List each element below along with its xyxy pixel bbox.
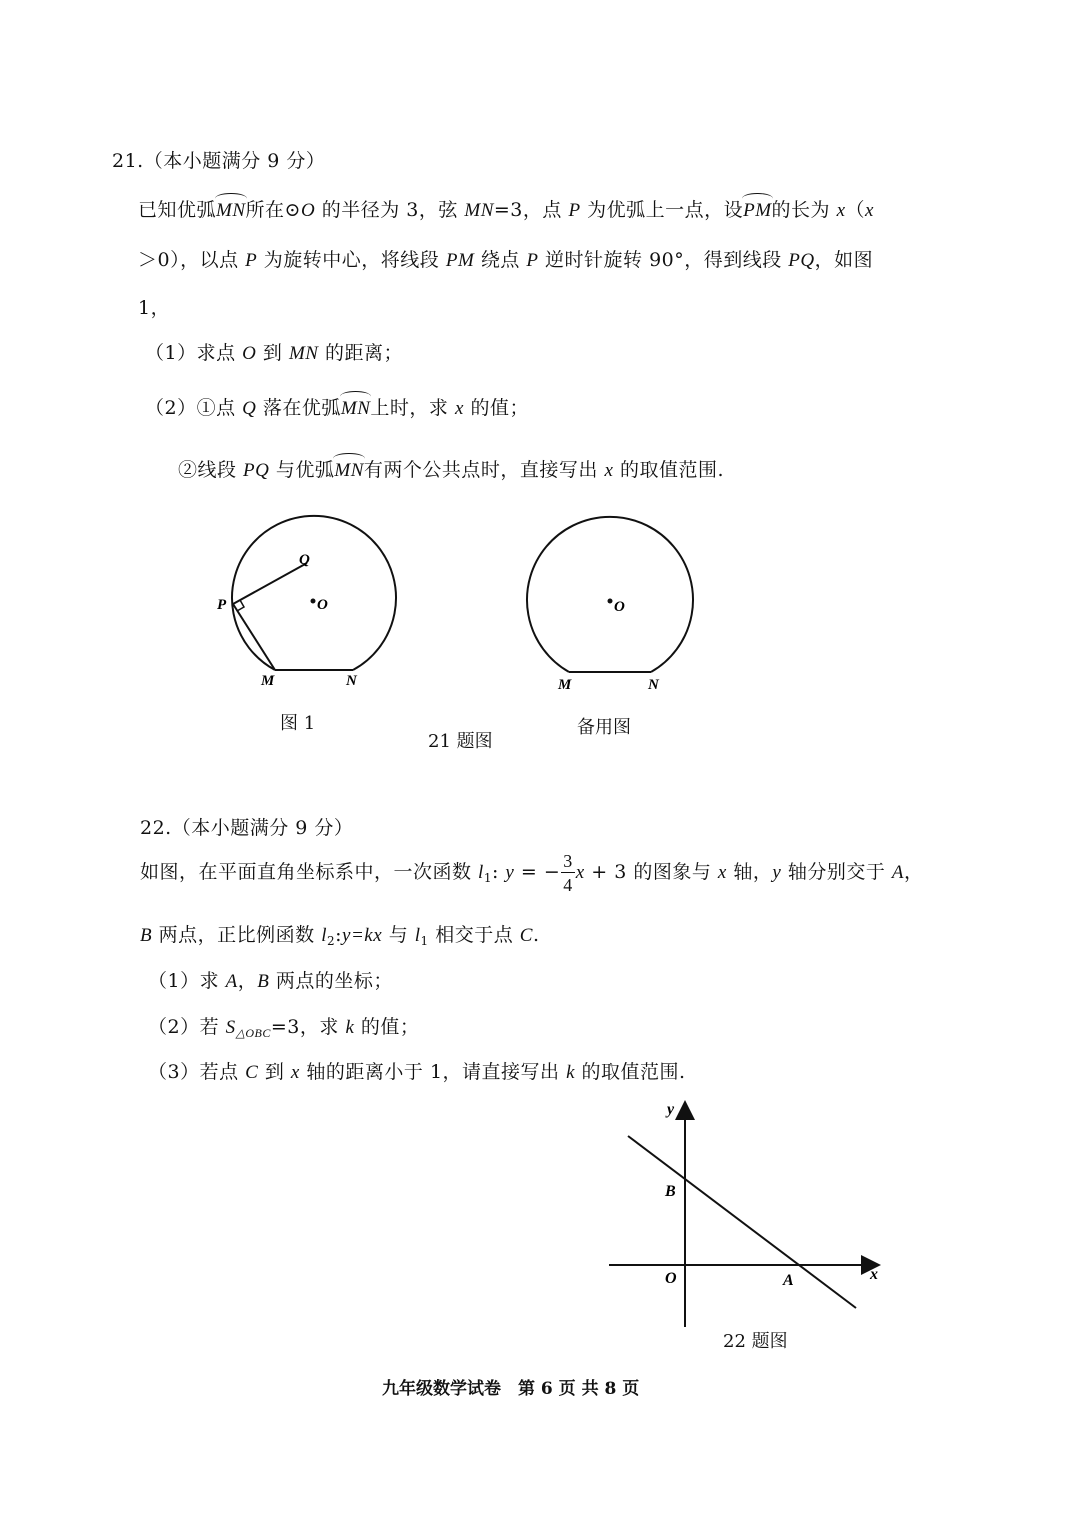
label-y: y: [667, 1101, 675, 1118]
var-k: k: [345, 1017, 355, 1038]
var-y: y: [505, 862, 515, 883]
text: 相交于点: [428, 924, 520, 946]
numerator: 3: [563, 851, 573, 871]
var-mn: MN: [464, 200, 494, 221]
text: 轴分别交于: [781, 861, 892, 883]
text: （1）求点: [145, 342, 243, 364]
q21-stem-line2: [138, 245, 873, 272]
text: 两点，正比例函数: [152, 924, 322, 946]
q21-part2a: [145, 393, 529, 420]
var-c: C: [245, 1062, 259, 1083]
q21-figure-1: [200, 505, 420, 705]
q22-stem-line1: [140, 852, 924, 894]
var-x: x: [290, 1062, 300, 1083]
text: 有两个公共点时，直接写出: [363, 459, 605, 481]
fig2-caption: 备用图: [577, 717, 631, 738]
q22-graph-caption: 22 题图: [723, 1331, 788, 1352]
var-c: C: [519, 925, 533, 946]
denominator: 4: [563, 875, 573, 895]
text: + 3 的图象与: [584, 861, 718, 883]
var-l: l: [478, 862, 484, 883]
var-x: x: [717, 862, 727, 883]
q21-stem-line1: [138, 195, 874, 222]
var-x: x: [865, 200, 874, 221]
text: 已知优弧: [138, 199, 217, 221]
label-n: N: [648, 677, 659, 693]
text: ，: [904, 861, 924, 883]
var-a: A: [225, 971, 238, 992]
q21-backup-figure: [500, 505, 720, 705]
fig1-caption: 图 1: [280, 713, 316, 734]
text: （2）①点: [145, 397, 243, 419]
segment-pm: [233, 604, 275, 670]
q22-graph: [595, 1090, 895, 1335]
text: 为优弧上一点，设: [580, 199, 744, 221]
subscript: 1: [420, 934, 429, 948]
var-y: y: [772, 862, 782, 883]
text: （3）若点: [148, 1061, 246, 1083]
text: =3，求: [270, 1016, 346, 1038]
text: .: [532, 924, 540, 946]
text: ，: [237, 970, 258, 992]
label-o: O: [317, 597, 328, 613]
text: （1）求: [148, 970, 226, 992]
var-b: B: [257, 971, 270, 992]
q21-figure-caption: 21 题图: [428, 731, 493, 752]
subscript: △OBC: [235, 1026, 271, 1040]
text: 如图，在平面直角坐标系中，一次函数: [140, 861, 479, 883]
major-arc-mn: [232, 516, 396, 670]
arc-mn: MN: [340, 398, 371, 419]
var-l: l: [414, 925, 421, 946]
var-o: O: [242, 343, 257, 364]
center-dot: [608, 599, 613, 604]
text: 到: [256, 342, 289, 364]
arc-mn: MN: [216, 200, 246, 221]
text: （2）若: [148, 1016, 226, 1038]
label-p: P: [217, 597, 227, 613]
arc-mn: MN: [334, 460, 364, 481]
text: 两点的坐标；: [269, 970, 393, 992]
text: 所在⊙: [245, 199, 301, 221]
subscript: 1: [483, 871, 492, 885]
major-arc-mn: [527, 517, 693, 672]
text: 为旋转中心，将线段: [257, 249, 446, 271]
text: :: [335, 924, 343, 946]
var-s: S: [225, 1017, 236, 1038]
var-b: B: [140, 925, 153, 946]
var-pq: PQ: [788, 250, 815, 271]
text: 的取值范围.: [575, 1061, 686, 1083]
var-a: A: [891, 862, 905, 883]
var-p: P: [568, 200, 581, 221]
q21-part1: [145, 338, 403, 365]
text: ②线段: [178, 459, 244, 481]
var-p: P: [526, 250, 539, 271]
text: = −: [514, 861, 561, 883]
text: =3，点: [493, 199, 569, 221]
var-l: l: [321, 925, 327, 946]
subscript: 2: [326, 934, 336, 948]
label-o: O: [665, 1270, 677, 1287]
text: 上时，求: [370, 397, 455, 419]
text: 的距离；: [318, 342, 404, 364]
q22-stem-line2: [140, 920, 540, 948]
text: 逆时针旋转 90°，得到线段: [538, 249, 789, 271]
label-b: B: [665, 1183, 676, 1200]
q21-part2b: [178, 455, 724, 482]
label-x: x: [870, 1266, 878, 1283]
var-k: k: [566, 1062, 576, 1083]
text: （: [845, 199, 866, 221]
var-x: x: [604, 460, 614, 481]
equation: y=kx: [342, 925, 383, 946]
text: 落在优弧: [256, 397, 341, 419]
q21-header: 21.（本小题满分 9 分）: [112, 150, 326, 172]
q22-part3: [148, 1057, 686, 1084]
text: 的长为: [771, 199, 837, 221]
text: 与: [382, 924, 415, 946]
q22-header: 22.（本小题满分 9 分）: [140, 817, 354, 839]
label-m: M: [558, 677, 572, 693]
line-l1: [628, 1136, 856, 1308]
text: :: [491, 861, 506, 883]
text: 的取值范围.: [613, 459, 724, 481]
var-q: Q: [242, 398, 257, 419]
label-o: O: [614, 599, 625, 615]
text: ，如图: [814, 249, 874, 271]
var-pq: PQ: [243, 460, 270, 481]
label-a: A: [783, 1272, 794, 1289]
text: 绕点: [474, 249, 527, 271]
segment-pq: [233, 563, 307, 604]
q21-stem-line3: 1，: [138, 297, 171, 319]
fraction: [561, 852, 575, 894]
text: ＞0），以点: [138, 249, 246, 271]
label-q: Q: [299, 552, 310, 568]
text: 轴，: [726, 861, 773, 883]
text: 到: [258, 1061, 291, 1083]
text: 轴的距离小于 1，请直接写出: [299, 1061, 567, 1083]
var-x: x: [575, 862, 585, 883]
var-pm: PM: [445, 250, 475, 271]
var-mn: MN: [288, 343, 319, 364]
arc-pm: PM: [743, 200, 772, 221]
var-o: O: [300, 200, 316, 221]
text: 的半径为 3，弦: [315, 199, 465, 221]
label-n: N: [346, 673, 357, 689]
text: 的值；: [463, 397, 529, 419]
page-footer: 九年级数学试卷 第 6 页 共 8 页: [382, 1379, 640, 1399]
var-p: P: [245, 250, 258, 271]
text: 的值；: [354, 1016, 420, 1038]
var-x: x: [454, 398, 464, 419]
label-m: M: [261, 673, 275, 689]
q22-part2: [148, 1012, 419, 1041]
var-x: x: [836, 200, 846, 221]
q22-part1: [148, 966, 393, 993]
text: 与优弧: [269, 459, 335, 481]
center-dot: [311, 599, 316, 604]
